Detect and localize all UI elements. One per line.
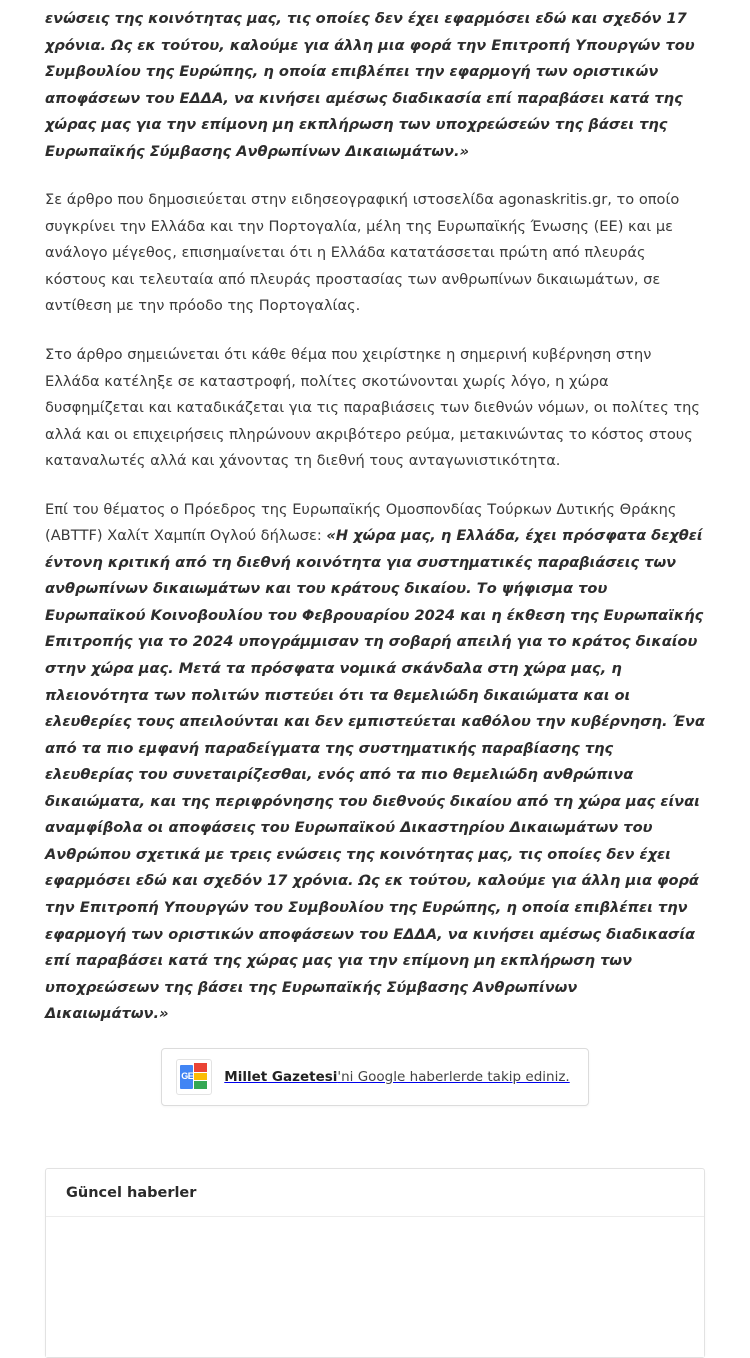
brand-name: Millet Gazetesi — [224, 1068, 338, 1085]
paragraph-quote-continuation: ενώσεις της κοινότητας μας, τις οποίες δεν έχει εφαρμόσει εδώ και σχεδόν 17 χρόνια. Ως εκ τούτου, καλούμε για άλλη μια φορά την Επιτροπή Υπουργών του Συμβουλίου της Ευρώπης, η οποία επιβλέπει την εφαρμογή των οριστικών αποφάσεων του ΕΔΔΑ, να κινήσει αμέσως διαδικασία επί παραβάσει κατά της χώρας μας για την επίμονη μη εκπλήρωση των υποχρεώσεών της βάσει της Ευρωπαϊκής Σύμβασης Ανθρωπίνων Δικαιωμάτων.» — [45, 10, 695, 160]
abttf-statement-quote: «Η χώρα μας, η Ελλάδα, έχει πρόσφατα δεχθεί έντονη κριτική από τη διεθνή κοινότητα για συστηματικές παραβιάσεις των ανθρωπίνων δικαιωμάτων και του κράτους δικαίου. Το ψήφισμα του Ευρωπαϊκού Κοινοβουλίου του Φεβρουαρίου 2024 και η έκθεση της Ευρωπαϊκής Επιτροπής για το 2024 υπογράμμισαν τη σοβαρή απειλή για το κράτος δικαίου στην χώρα μας. Μετά τα πρόσφατα νομικά σκάνδαλα στη χώρα μας, η πλειονότητα των πολιτών πιστεύει ότι τα θεμελιώδη δικαιώματα και οι ελευθερίες τους απειλούνται και δεν εμπιστεύεται καθόλου την κυβέρνηση. Ένα από τα πιο εμφανή παραδείγματα της συστηματικής παραβίασης της ελευθερίας του συνεταιρίζεσθαι, ενός από τα πιο θεμελιώδη ανθρώπινα δικαιώματα, και της περιφρόνησης του διεθνούς δικαίου από τη χώρα μας είναι αναμφίβολα οι αποφάσεις του Ευρωπαϊκού Δικαστηρίου Δικαιωμάτων του Ανθρώπου σχετικά με τρεις ενώσεις της κοινότητας μας, τις οποίες δεν έχει εφαρμόσει εδώ και σχεδόν 17 χρόνια. Ως εκ τούτου, καλούμε για άλλη μια φορά την Επιτροπή Υπουργών του Συμβουλίου της Ευρώπης, η οποία επιβλέπει την εφαρμογή των οριστικών αποφάσεων του ΕΔΔΑ, να κινήσει αμέσως διαδικασία επί παραβάσει κατά της χώρας μας για την επίμονη μη εκπλήρωση των υποχρεώσεων της βάσει της Ευρωπαϊκής Σύμβασης Ανθρωπίνων Δικαιωμάτων.» — [45, 527, 705, 1023]
recent-news-list — [46, 1217, 704, 1357]
google-news-icon: GE — [176, 1059, 212, 1095]
paragraph-abttf-statement — [45, 497, 705, 1028]
paragraph-government-criticism: Στο άρθρο σημειώνεται ότι κάθε θέμα που χειρίστηκε η σημερινή κυβέρνηση στην Ελλάδα κατέληξε σε καταστροφή, πολίτες σκοτώνονται χωρίς λόγο, η χώρα δυσφημίζεται και καταδικάζεται για τις παραβιάσεις των διεθνών νόμων, οι πολίτες της αλλά και οι επιχειρήσεις πληρώνουν ακριβότερο ρεύμα, μετακινώντας το κόστος στους καταναλωτές αλλά και χάνοντας τη διεθνή τους ανταγωνιστικότητα. — [45, 346, 700, 470]
google-news-follow-label — [224, 1069, 569, 1085]
google-news-follow-button[interactable] — [161, 1048, 588, 1106]
paragraph-agonaskritis-comparison: Σε άρθρο που δημοσιεύεται στην ειδησεογραφική ιστοσελίδα agonaskritis.gr, το οποίο συγκρίνει την Ελλάδα και την Πορτογαλία, μέλη της Ευρωπαϊκής Ένωσης (ΕΕ) και με ανάλογο μέγεθος, επισημαίνεται ότι η Ελλάδα κατατάσσεται πρώτη από πλευράς κόστους και τελευταία από πλευράς προστασίας των ανθρωπίνων δικαιωμάτων, σε αντίθεση με την πρόοδο της Πορτογαλίας. — [45, 191, 680, 315]
follow-suffix: 'ni Google haberlerde takip ediniz. — [337, 1068, 570, 1085]
recent-news-title: Güncel haberler — [46, 1169, 704, 1217]
google-news-follow-wrap — [0, 1048, 750, 1106]
abttf-statement-lead: Επί του θέματος ο Πρόεδρος της Ευρωπαϊκής Ομοσπονδίας Τούρκων Δυτικής Θράκης (ΑΒΤΤF) Χαλίτ Χαμπίπ Ογλού δήλωσε: — [45, 500, 677, 545]
recent-news-panel — [45, 1168, 705, 1358]
